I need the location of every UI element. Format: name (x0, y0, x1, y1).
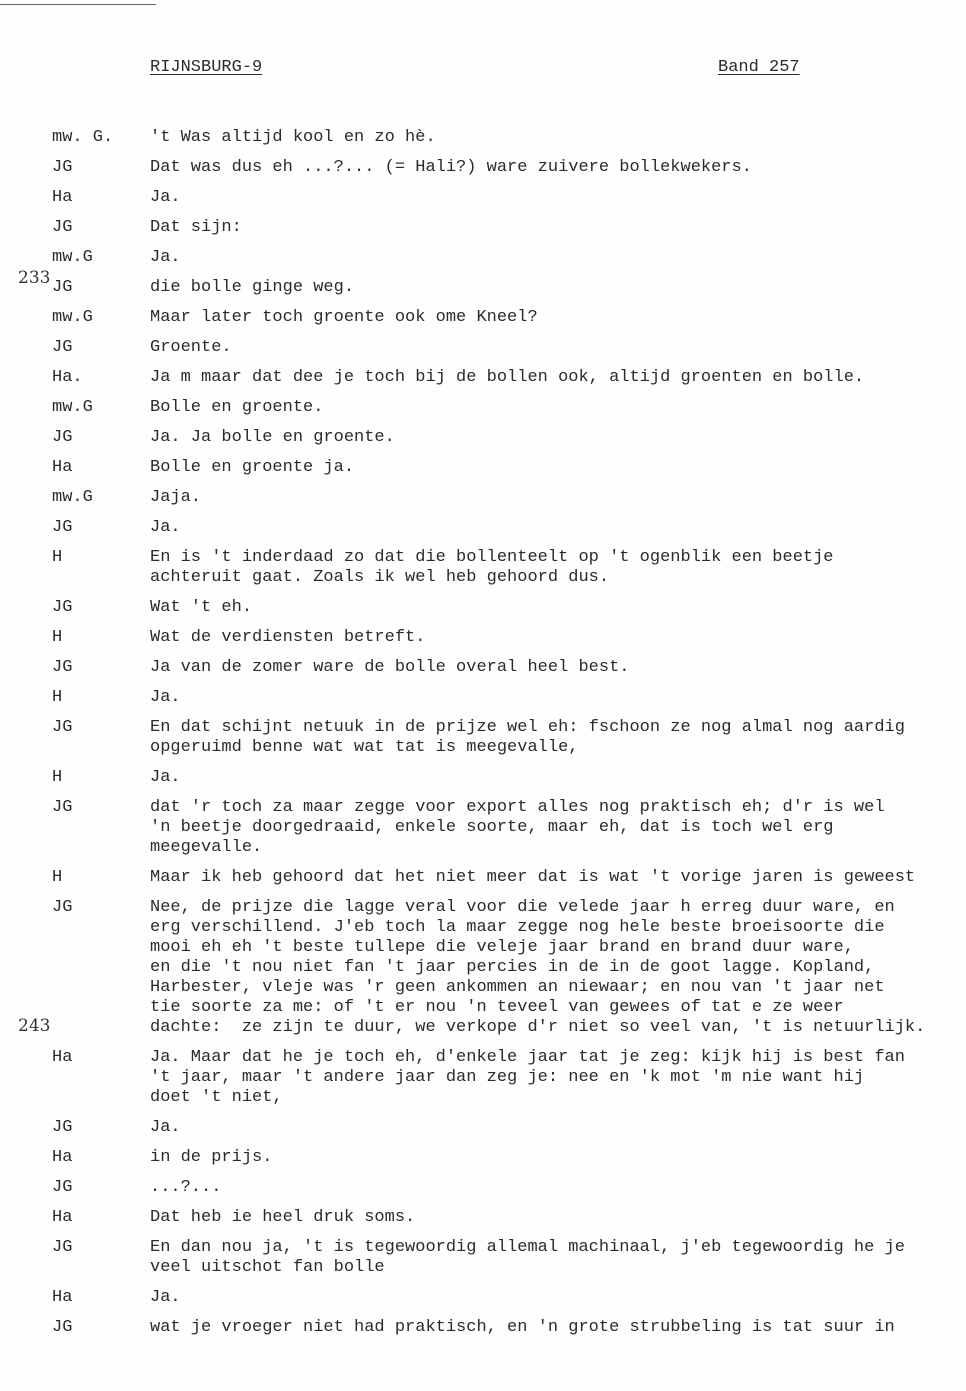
transcript-entry (0, 248, 966, 268)
speaker-label: JG (52, 798, 73, 817)
transcript-entry (0, 1318, 966, 1338)
utterance-line: Ja. (150, 1288, 181, 1307)
utterance (150, 1318, 966, 1338)
utterance-line: dat 'r toch za maar zegge voor export alles nog praktisch eh; d'r is wel (150, 798, 885, 817)
utterance-line: en die 't nou niet fan 't jaar percies in de in de goot lagge. Kopland, (150, 958, 875, 977)
utterance-line: Ja. Maar dat he je toch eh, d'enkele jaar tat je zeg: kijk hij is best fan (150, 1048, 905, 1067)
speaker-label: JG (52, 898, 73, 917)
utterance-line: Dat sijn: (150, 218, 242, 237)
utterance (150, 458, 966, 478)
utterance-line: Harbester, vleje was 'r geen ankommen an niewaar; en nou van 't jaar net (150, 978, 885, 997)
utterance-line: mooi eh eh 't beste tullepe die veleje jaar brand en brand duur ware, (150, 938, 854, 957)
utterance-line: Ja. (150, 188, 181, 207)
utterance-line: 't jaar, maar 't andere jaar dan zeg je: nee en 'k mot 'm nie want hij (150, 1068, 865, 1087)
transcript-entry (0, 1238, 966, 1278)
utterance-line: En is 't inderdaad zo dat die bollenteelt op 't ogenblik een beetje (150, 548, 834, 567)
transcript-entry (0, 218, 966, 238)
speaker-label: JG (52, 658, 73, 677)
utterance-line: Wat de verdiensten betreft. (150, 628, 426, 647)
utterance-line: opgeruimd benne wat wat tat is meegevalle, (150, 738, 579, 757)
utterance-line: die bolle ginge weg. (150, 278, 355, 297)
utterance (150, 1238, 966, 1278)
transcript-entry (0, 308, 966, 328)
utterance-line: Jaja. (150, 488, 202, 507)
speaker-label: H (52, 688, 63, 707)
utterance-line: Groente. (150, 338, 232, 357)
utterance (150, 868, 966, 888)
utterance (150, 218, 966, 238)
speaker-label: H (52, 868, 63, 887)
utterance-line: ...?... (150, 1178, 222, 1197)
utterance-line: Ja. (150, 768, 181, 787)
utterance (150, 688, 966, 708)
speaker-label: Ha (52, 1288, 73, 1307)
utterance (150, 1208, 966, 1228)
transcript-entry (0, 868, 966, 888)
utterance-line: veel uitschot fan bolle (150, 1258, 385, 1277)
utterance-line: 't Was altijd kool en zo hè. (150, 128, 436, 147)
speaker-label: JG (52, 598, 73, 617)
utterance (150, 368, 966, 388)
speaker-label: Ha (52, 1048, 73, 1067)
transcript-entry (0, 458, 966, 478)
transcript-entry (0, 1118, 966, 1138)
utterance (150, 338, 966, 358)
speaker-label: JG (52, 518, 73, 537)
utterance-line: Ja m maar dat dee je toch bij de bollen ook, altijd groenten en bolle. (150, 368, 865, 387)
transcript-entry (0, 798, 966, 858)
utterance-line: Maar later toch groente ook ome Kneel? (150, 308, 538, 327)
margin-counter-number: 233 (18, 268, 51, 288)
utterance-line: erg verschillend. J'eb toch la maar zegge nog hele beste broeisoorte die (150, 918, 885, 937)
speaker-label: H (52, 548, 63, 567)
transcript-entry (0, 688, 966, 708)
transcript-entry (0, 518, 966, 538)
speaker-label: JG (52, 1318, 73, 1337)
utterance (150, 308, 966, 328)
utterance (150, 628, 966, 648)
speaker-label: mw.G (52, 488, 93, 507)
utterance (150, 898, 966, 1038)
speaker-label: JG (52, 158, 73, 177)
utterance (150, 1048, 966, 1108)
speaker-label: H (52, 768, 63, 787)
transcript-entry (0, 658, 966, 678)
utterance (150, 548, 966, 588)
transcript-entry (0, 278, 966, 298)
speaker-label: Ha (52, 1148, 73, 1167)
transcript-entry (0, 1048, 966, 1108)
utterance-line: wat je vroeger niet had praktisch, en 'n grote strubbeling is tat suur in (150, 1318, 895, 1337)
speaker-label: Ha (52, 458, 73, 477)
utterance (150, 488, 966, 508)
speaker-label: mw. G. (52, 128, 114, 147)
speaker-label: mw.G (52, 398, 93, 417)
speaker-label: JG (52, 718, 73, 737)
transcript-entry (0, 1288, 966, 1308)
transcript-entry (0, 1208, 966, 1228)
utterance (150, 398, 966, 418)
speaker-label: JG (52, 428, 73, 447)
utterance (150, 278, 966, 298)
utterance-line: tie soorte za me: of 't er nou 'n teveel van gewees of tat e ze weer (150, 998, 844, 1017)
top-rule (0, 4, 156, 5)
transcript-entry (0, 398, 966, 418)
utterance-line: Ja. (150, 1118, 181, 1137)
utterance-line: Nee, de prijze die lagge veral voor die velede jaar h erreg duur ware, en (150, 898, 895, 917)
speaker-label: JG (52, 1238, 73, 1257)
transcript-entry (0, 338, 966, 358)
transcript-entry (0, 548, 966, 588)
utterance (150, 798, 966, 858)
transcript-entry (0, 1148, 966, 1168)
speaker-label: JG (52, 338, 73, 357)
utterance-line: achteruit gaat. Zoals ik wel heb gehoord dus. (150, 568, 610, 587)
speaker-label: Ha (52, 1208, 73, 1227)
utterance (150, 128, 966, 148)
transcript-entry (0, 188, 966, 208)
utterance (150, 1118, 966, 1138)
utterance-line: dachte: ze zijn te duur, we verkope d'r niet so veel van, 't is netuurlijk. (150, 1018, 926, 1037)
tape-band-number: Band 257 (718, 58, 800, 77)
utterance (150, 1148, 966, 1168)
utterance (150, 248, 966, 268)
utterance-line: meegevalle. (150, 838, 263, 857)
transcript-entry (0, 768, 966, 788)
speaker-label: JG (52, 1178, 73, 1197)
utterance-line: Ja. (150, 518, 181, 537)
utterance (150, 188, 966, 208)
utterance (150, 598, 966, 618)
utterance (150, 518, 966, 538)
utterance (150, 158, 966, 178)
transcript-entry (0, 718, 966, 758)
utterance-line: in de prijs. (150, 1148, 273, 1167)
speaker-label: mw.G (52, 308, 93, 327)
transcript-entry (0, 628, 966, 648)
utterance-line: Ja. (150, 688, 181, 707)
transcript-entry (0, 158, 966, 178)
utterance-line: Bolle en groente ja. (150, 458, 355, 477)
transcript-entry (0, 898, 966, 1038)
transcript-entry (0, 428, 966, 448)
speaker-label: JG (52, 278, 73, 297)
margin-counter-number: 243 (18, 1016, 51, 1036)
transcript-entry (0, 368, 966, 388)
utterance-line: Dat was dus eh ...?... (= Hali?) ware zuivere bollekwekers. (150, 158, 752, 177)
transcript-entry (0, 598, 966, 618)
utterance-line: En dan nou ja, 't is tegewoordig allemal machinaal, j'eb tegewoordig he je (150, 1238, 905, 1257)
transcript-entry (0, 128, 966, 148)
utterance-line: Ja. (150, 248, 181, 267)
utterance-line: Bolle en groente. (150, 398, 324, 417)
speaker-label: Ha. (52, 368, 83, 387)
transcript-entry (0, 488, 966, 508)
speaker-label: H (52, 628, 63, 647)
utterance-line: 'n beetje doorgedraaid, enkele soorte, maar eh, dat is toch wel erg (150, 818, 834, 837)
utterance (150, 1288, 966, 1308)
transcript-entry (0, 1178, 966, 1198)
speaker-label: mw.G (52, 248, 93, 267)
utterance (150, 428, 966, 448)
utterance-line: Ja van de zomer ware de bolle overal heel best. (150, 658, 630, 677)
utterance-line: Wat 't eh. (150, 598, 253, 617)
utterance-line: En dat schijnt netuuk in de prijze wel eh: fschoon ze nog almal nog aardig (150, 718, 905, 737)
transcript-body (0, 128, 966, 1348)
speaker-label: JG (52, 218, 73, 237)
utterance (150, 658, 966, 678)
utterance (150, 718, 966, 758)
utterance (150, 768, 966, 788)
utterance (150, 1178, 966, 1198)
speaker-label: Ha (52, 188, 73, 207)
document-title: RIJNSBURG-9 (150, 58, 263, 77)
utterance-line: Ja. Ja bolle en groente. (150, 428, 395, 447)
utterance-line: Dat heb ie heel druk soms. (150, 1208, 416, 1227)
utterance-line: Maar ik heb gehoord dat het niet meer dat is wat 't vorige jaren is geweest (150, 868, 916, 887)
utterance-line: doet 't niet, (150, 1088, 283, 1107)
speaker-label: JG (52, 1118, 73, 1137)
